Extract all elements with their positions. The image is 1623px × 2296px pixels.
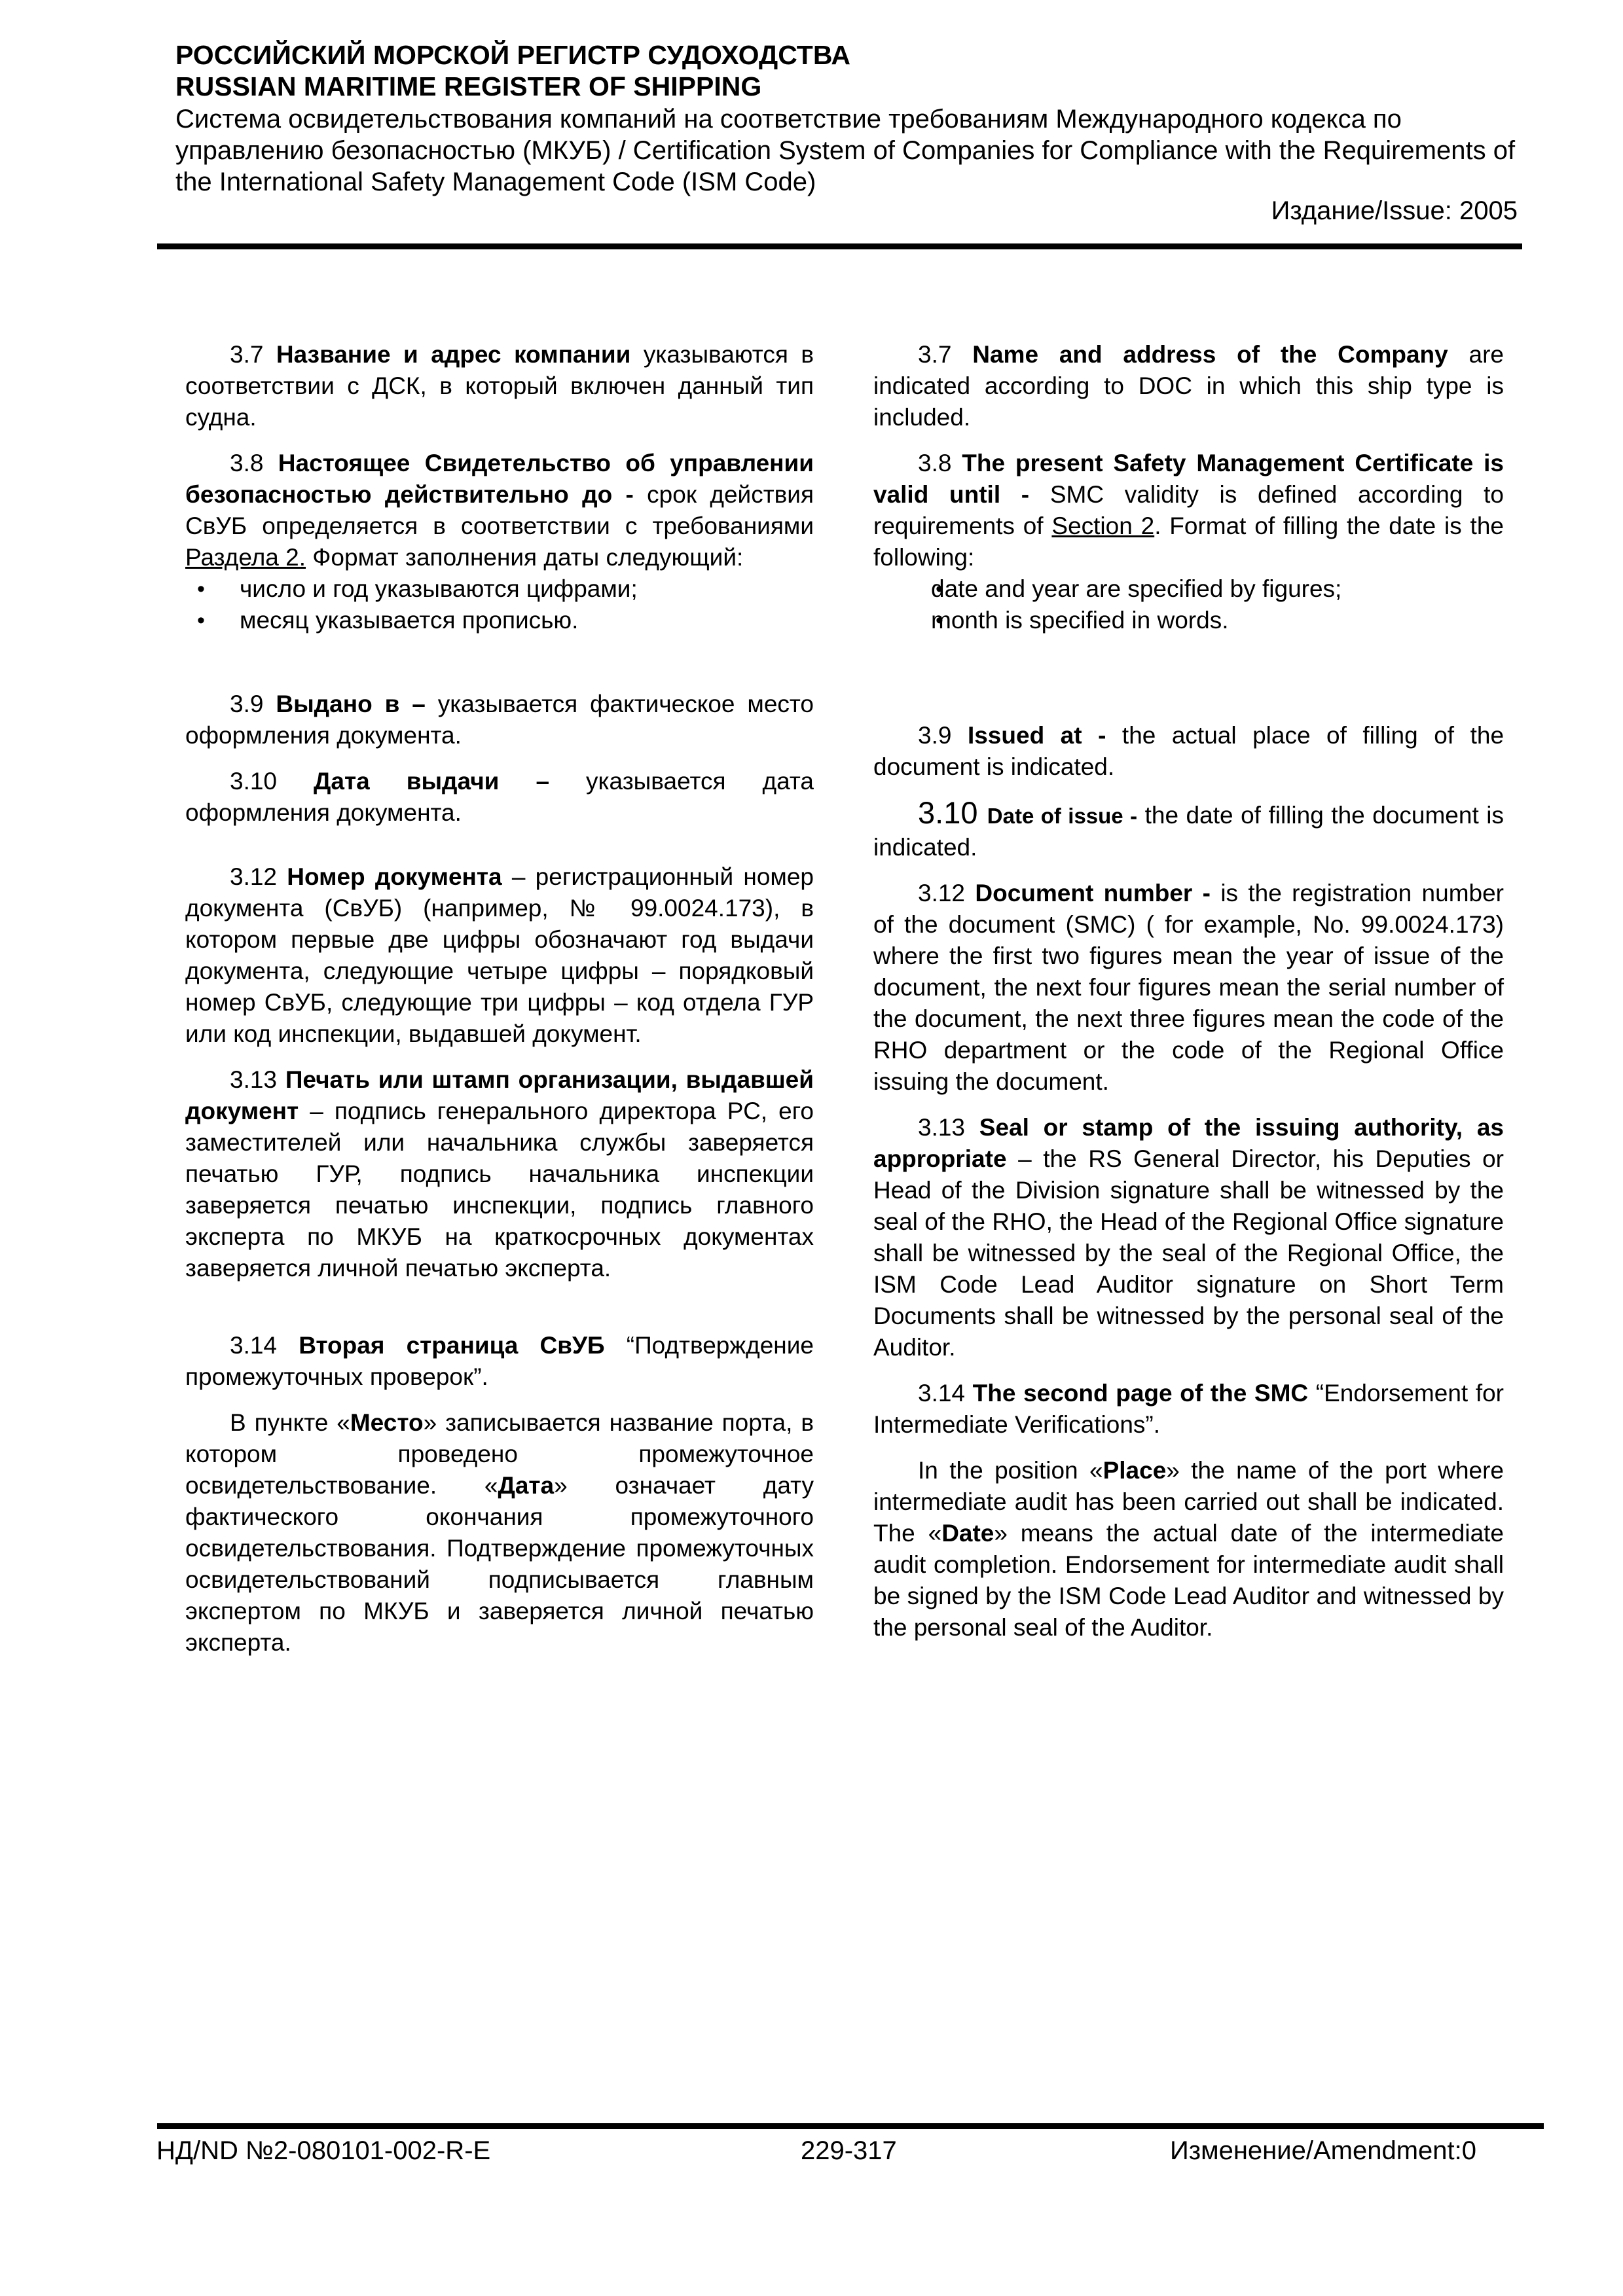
en-3-7-heading: Name and address of the Company xyxy=(972,341,1448,368)
ru-paragraph-3-8 xyxy=(185,448,814,573)
en-3-13-text: – the RS General Director, his Deputies or Head of the Division signature shall be witnessed by the seal of the RHO, the Head of the Regional Office signature shall be witnessed by the seal of the Regional Office, the ISM Code Lead Auditor signature on Short Term Documents shall be witnessed by the personal seal of the Auditor. xyxy=(873,1145,1504,1361)
ru-paragraph-place xyxy=(185,1407,814,1659)
en-3-8-number: 3.8 xyxy=(918,450,962,476)
ru-3-14-heading: Вторая страница СвУБ xyxy=(299,1332,605,1359)
header-description: Система освидетельствования компаний на соответствие требованиям Международного кодекса по управлению безопасностью (МКУБ) / Certification System of Companies for Compliance with the Requirements of the International Safety Management Code (ISM Code) xyxy=(175,105,1516,196)
ru-3-7-number: 3.7 xyxy=(230,341,276,368)
ru-3-9-number: 3.9 xyxy=(230,691,276,717)
ru-place-text-2: » записывается название порта, в котором проведено промежуточное освидетельствование. « xyxy=(185,1409,814,1499)
en-paragraph-3-7 xyxy=(873,339,1504,433)
en-3-7-text: are indicated according to DOC in which this ship type is included. xyxy=(873,341,1504,431)
en-paragraph-3-8 xyxy=(873,448,1504,573)
ru-3-8-number: 3.8 xyxy=(230,450,278,476)
ru-3-14-number: 3.14 xyxy=(230,1332,299,1359)
list-item: • date and year are specified by figures; xyxy=(873,573,1504,605)
ru-3-12-text: – регистрационный номер документа (СвУБ) (например, № 99.0024.173), в котором первые две цифры обозначают год выдачи документа, следующие четыре цифры – порядковый номер СвУБ, следующие три цифры – код отдела ГУР или код инспекции, выдавшей документ. xyxy=(185,863,814,1047)
ru-3-7-heading: Название и адрес компании xyxy=(276,341,631,368)
en-3-12-number: 3.12 xyxy=(918,880,976,906)
ru-paragraph-3-14 xyxy=(185,1330,814,1393)
ru-bullet-list xyxy=(185,573,814,636)
en-3-14-number: 3.14 xyxy=(918,1380,973,1407)
en-3-8-heading: The present Safety Management Certificate is valid until - xyxy=(873,450,1504,508)
en-date-term: Date xyxy=(941,1520,994,1547)
list-item: • month is specified in words. xyxy=(873,605,1504,636)
ru-3-12-heading: Номер документа xyxy=(287,863,502,890)
ru-3-10-text: указывается дата оформления документа. xyxy=(185,768,814,826)
en-paragraph-place xyxy=(873,1455,1504,1643)
ru-paragraph-3-7 xyxy=(185,339,814,433)
footer-page-number: 229-317 xyxy=(801,2136,897,2165)
ru-place-text: В пункте « xyxy=(230,1409,350,1436)
list-item: • месяц указывается прописью. xyxy=(185,605,814,636)
ru-3-8-heading: Настоящее Свидетельство об управлении безопасностью действительно до - xyxy=(185,450,814,508)
en-3-10-heading: Date of issue - xyxy=(987,804,1138,828)
en-3-13-heading: Seal or stamp of the issuing authority, as appropriate xyxy=(873,1114,1504,1172)
ru-place-text-3: » означает дату фактического окончания промежуточного освидетельствования. Подтверждение промежуточных освидетельствований подписывается главным экспертом по МКУБ и заверяется личной печатью эксперта. xyxy=(185,1472,814,1656)
footer-amendment: Изменение/Amendment:0 xyxy=(1170,2136,1476,2165)
ru-3-13-number: 3.13 xyxy=(230,1066,285,1093)
en-place-text-3: » means the actual date of the intermediate audit completion. Endorsement for intermediate audit shall be signed by the ISM Code Lead Auditor and witnessed by the personal seal of the Auditor. xyxy=(873,1520,1504,1641)
ru-3-14-text: “Подтверждение промежуточных проверок”. xyxy=(185,1332,814,1390)
en-paragraph-3-13 xyxy=(873,1112,1504,1363)
ru-section-2-link[interactable]: Раздела 2. xyxy=(185,544,306,571)
ru-3-9-heading: Выдано в – xyxy=(276,691,426,717)
en-paragraph-3-9 xyxy=(873,720,1504,783)
en-bullet-list xyxy=(873,573,1504,636)
page-header xyxy=(175,39,1518,225)
ru-3-8-text-end: Формат заполнения даты следующий: xyxy=(306,544,744,571)
en-paragraph-3-10 xyxy=(873,797,1504,863)
russian-column xyxy=(185,339,814,1659)
english-column xyxy=(873,339,1504,1643)
en-3-13-number: 3.13 xyxy=(918,1114,979,1141)
ru-date-term: Дата xyxy=(498,1472,555,1499)
ru-place-term: Место xyxy=(350,1409,424,1436)
en-place-term: Place xyxy=(1103,1457,1167,1484)
ru-3-9-text: указывается фактическое место оформления документа. xyxy=(185,691,814,749)
ru-paragraph-3-13 xyxy=(185,1064,814,1284)
en-3-9-text: the actual place of filling of the document is indicated. xyxy=(873,722,1504,780)
en-3-10-text: the date of filling the document is indicated. xyxy=(873,802,1504,861)
ru-paragraph-3-10 xyxy=(185,766,814,829)
en-section-2-link[interactable]: Section 2 xyxy=(1051,512,1155,539)
ru-paragraph-3-9 xyxy=(185,689,814,751)
ru-3-10-number: 3.10 xyxy=(230,768,314,795)
ru-3-10-heading: Дата выдачи – xyxy=(314,768,550,795)
footer-divider xyxy=(157,2123,1544,2129)
en-3-14-text: “Endorsement for Intermediate Verifications”. xyxy=(873,1380,1504,1438)
en-3-8-text: SMC validity is defined according to requirements of xyxy=(873,481,1504,539)
en-3-12-heading: Document number - xyxy=(975,880,1211,906)
list-item: • число и год указываются цифрами; xyxy=(185,573,814,605)
en-paragraph-3-12 xyxy=(873,878,1504,1098)
en-3-14-heading: The second page of the SMC xyxy=(972,1380,1309,1407)
en-place-text: In the position « xyxy=(918,1457,1103,1484)
en-3-9-heading: Issued at - xyxy=(967,722,1106,749)
en-3-10-number: 3.10 xyxy=(918,795,987,830)
footer-doc-number: НД/ND №2-080101-002-R-E xyxy=(156,2136,491,2165)
en-paragraph-3-14 xyxy=(873,1378,1504,1441)
en-3-12-text: is the registration number of the document (SMC) ( for example, No. 99.0024.173) where the first two figures mean the year of issue of the document, the next four figures mean the serial number of the document, the next three figures mean the code of the RHO department or the code of the Regional Office issuing the document. xyxy=(873,880,1504,1095)
ru-3-13-text: – подпись генерального директора РС, его заместителей или начальника службы заверяется печатью ГУР, подпись начальника инспекции заверяется печатью инспекции, подпись главного эксперта по МКУБ на краткосрочных документах заверяется личной печатью эксперта. xyxy=(185,1098,814,1282)
ru-3-8-text: срок действия СвУБ определяется в соответствии с требованиями xyxy=(185,481,814,539)
ru-3-12-number: 3.12 xyxy=(230,863,287,890)
header-issue: Издание/Issue: 2005 xyxy=(1271,196,1518,225)
ru-3-13-heading: Печать или штамп организации, выдавшей документ xyxy=(185,1066,814,1124)
en-3-7-number: 3.7 xyxy=(918,341,973,368)
en-3-8-text-end: . Format of filling the date is the following: xyxy=(873,512,1504,571)
en-3-9-number: 3.9 xyxy=(918,722,968,749)
en-place-text-2: » the name of the port where intermediate audit has been carried out shall be indicated. The « xyxy=(873,1457,1504,1547)
header-title-en: RUSSIAN MARITIME REGISTER OF SHIPPING xyxy=(175,71,762,101)
ru-3-7-text: указываются в соответствии с ДСК, в который включен данный тип судна. xyxy=(185,341,814,431)
ru-paragraph-3-12 xyxy=(185,861,814,1050)
header-divider xyxy=(157,243,1522,249)
header-title-ru: РОССИЙСКИЙ МОРСКОЙ РЕГИСТР СУДОХОДСТВА xyxy=(175,40,851,70)
